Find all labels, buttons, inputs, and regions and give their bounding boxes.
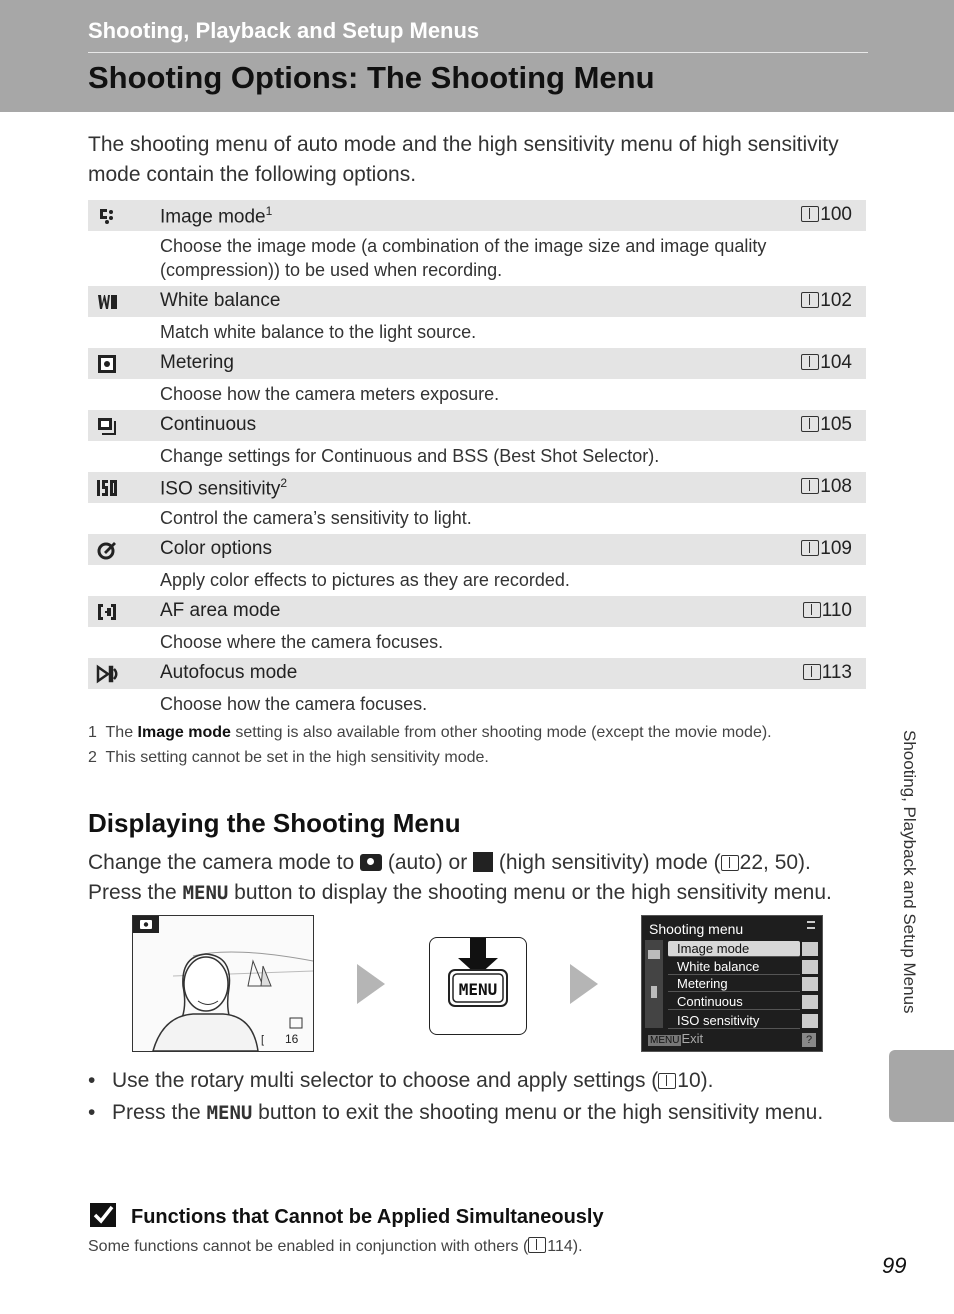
screen-menu-item: Image mode xyxy=(668,941,800,957)
bullet-item: • Use the rotary multi selector to choose and apply settings ( 10). xyxy=(88,1066,878,1098)
option-row-autofocus-mode xyxy=(88,658,866,689)
page-reference: 108 xyxy=(801,476,852,498)
option-name: ISO sensitivity$^2$ xyxy=(160,476,288,500)
screen-menu-item: ISO sensitivity xyxy=(668,1013,800,1029)
menu-button-symbol: MENU xyxy=(182,882,229,904)
screen-menu-item: White balance xyxy=(668,959,800,975)
menu-key-label: MENU xyxy=(458,980,498,999)
book-icon xyxy=(721,855,739,871)
book-icon xyxy=(801,540,819,556)
continuous-icon xyxy=(96,415,118,437)
iso-icon xyxy=(96,477,118,499)
wrench-tab-icon xyxy=(651,986,657,998)
option-description: Choose how the camera focuses. xyxy=(160,694,428,714)
option-description: Change settings for Continuous and BSS (Best Shot Selector). xyxy=(160,446,660,466)
autofocus-icon xyxy=(96,663,118,685)
option-row-continuous xyxy=(88,410,866,441)
page-title: Shooting Options: The Shooting Menu xyxy=(88,60,655,95)
metering-value-icon xyxy=(802,977,818,991)
option-row-af-area-mode xyxy=(88,596,866,627)
page-reference: 100 xyxy=(801,204,852,226)
shooting-menu-screen xyxy=(641,915,823,1052)
option-row-image-mode xyxy=(88,200,866,231)
caution-title: Functions that Cannot be Applied Simultaneously xyxy=(131,1206,604,1228)
menu-button-illustration xyxy=(429,937,527,1035)
displaying-heading: Displaying the Shooting Menu xyxy=(88,808,461,838)
option-name: Image mode$^1$ xyxy=(160,204,273,228)
color-options-icon xyxy=(96,539,118,561)
page-reference: 105 xyxy=(801,414,852,436)
book-icon xyxy=(801,206,819,222)
option-row-iso-sensitivity xyxy=(88,472,866,503)
header-band xyxy=(0,0,954,112)
book-icon xyxy=(801,416,819,432)
option-name: AF area mode xyxy=(160,600,281,621)
page-reference: 104 xyxy=(801,352,852,374)
book-icon xyxy=(801,292,819,308)
screen-title: Shooting menu xyxy=(649,921,744,937)
help-icon: ? xyxy=(802,1033,816,1047)
page-reference: 102 xyxy=(801,290,852,312)
camera-photo-illustration xyxy=(132,915,314,1052)
continuous-value-icon xyxy=(802,995,818,1009)
option-row-metering xyxy=(88,348,866,379)
press-arrow-icon xyxy=(430,938,526,1034)
svg-text:[: [ xyxy=(261,1034,265,1046)
page-reference: 109 xyxy=(801,538,852,560)
option-name: Continuous xyxy=(160,414,257,435)
displaying-instructions: Change the camera mode to (auto) or (high sensitivity) mode ( 22, 50). Press the MENU button to display the shooting menu or the high sensitivity menu. xyxy=(88,851,832,904)
option-description: Choose the image mode (a combination of the image size and image quality (compression)) to be used when recording. xyxy=(160,236,767,280)
camera-tab-icon xyxy=(648,950,660,959)
option-description: Match white balance to the light source. xyxy=(160,322,477,342)
menu-button-symbol: MENU xyxy=(206,1102,253,1124)
metering-icon xyxy=(96,353,118,375)
iso-value-icon xyxy=(802,1014,818,1028)
image-mode-value-icon xyxy=(802,942,818,956)
white-balance-icon xyxy=(96,291,118,313)
header-divider xyxy=(88,52,868,53)
book-icon xyxy=(658,1073,676,1089)
option-description: Choose how the camera meters exposure. xyxy=(160,384,500,404)
section-title: Shooting, Playback and Setup Menus xyxy=(88,18,480,43)
footnotes xyxy=(88,724,868,774)
intro-paragraph: The shooting menu of auto mode and the high sensitivity menu of high sensitivity mode contain the following options. xyxy=(88,133,839,186)
book-icon xyxy=(528,1237,546,1253)
book-icon xyxy=(803,602,821,618)
options-table xyxy=(88,200,866,720)
option-name: Color options xyxy=(160,538,272,559)
screen-exit-label: MENU Exit xyxy=(650,1031,704,1046)
option-row-color-options xyxy=(88,534,866,565)
arrow-right-icon xyxy=(570,964,598,1004)
option-name: White balance xyxy=(160,290,281,311)
side-thumb-tab xyxy=(889,1050,954,1122)
book-icon xyxy=(801,478,819,494)
screen-menu-item: Metering xyxy=(668,976,800,992)
book-icon xyxy=(803,664,821,680)
screen-menu-item: Continuous xyxy=(668,994,800,1010)
page-reference: 110 xyxy=(803,600,852,622)
option-name: Autofocus mode xyxy=(160,662,298,683)
side-section-label: Shooting, Playback and Setup Menus xyxy=(900,730,919,1014)
camera-auto-icon xyxy=(360,854,382,871)
frame-count: 16 xyxy=(285,1032,299,1046)
option-description: Apply color effects to pictures as they are recorded. xyxy=(160,570,570,590)
option-description: Control the camera’s sensitivity to light. xyxy=(160,508,472,528)
high-sensitivity-icon xyxy=(473,852,493,872)
book-icon xyxy=(801,354,819,370)
page-number: 99 xyxy=(882,1253,907,1278)
af-area-icon xyxy=(96,601,118,623)
bullet-list xyxy=(88,1066,878,1130)
menu-list-icon xyxy=(807,921,815,929)
check-icon xyxy=(90,1203,116,1227)
caution-text: Some functions cannot be enabled in conjunction with others ( 114). xyxy=(88,1238,583,1255)
option-name: Metering xyxy=(160,352,234,373)
bullet-item: • Press the MENU button to exit the shooting menu or the high sensitivity menu. xyxy=(88,1098,878,1130)
footnote-1: 1 The Image mode setting is also available from other shooting mode (except the movie mode). xyxy=(88,724,772,741)
arrow-right-icon xyxy=(357,964,385,1004)
portrait-illustration xyxy=(133,916,313,1051)
image-mode-icon xyxy=(96,205,118,227)
option-row-white-balance xyxy=(88,286,866,317)
white-balance-value-icon xyxy=(802,960,818,974)
footnote-2: 2 This setting cannot be set in the high sensitivity mode. xyxy=(88,749,489,766)
page-reference: 113 xyxy=(803,662,852,684)
option-description: Choose where the camera focuses. xyxy=(160,632,444,652)
